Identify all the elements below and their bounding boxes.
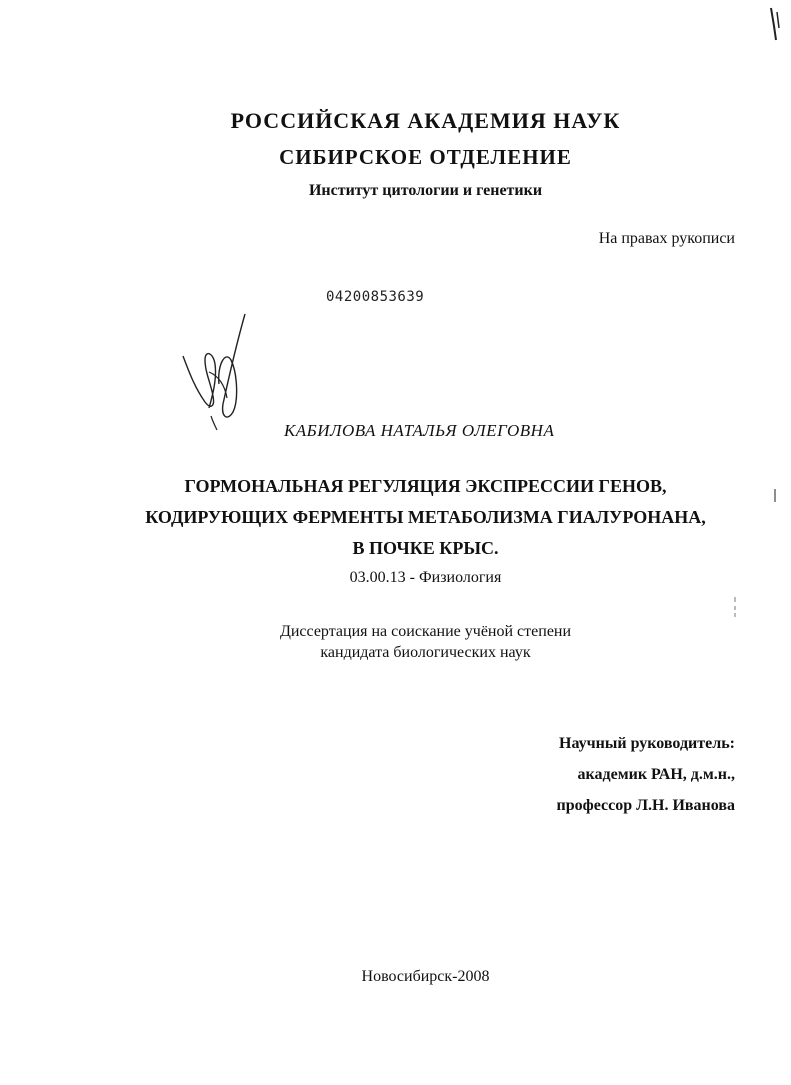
org-line-1: РОССИЙСКАЯ АКАДЕМИЯ НАУК bbox=[230, 108, 621, 133]
supervisor-name: профессор Л.Н. Иванова bbox=[556, 797, 735, 814]
org-line-2: СИБИРСКОЕ ОТДЕЛЕНИЕ bbox=[279, 145, 572, 169]
city-year: Новосибирск-2008 bbox=[361, 968, 490, 985]
dissertation-line-1: Диссертация на соискание учёной степени bbox=[279, 623, 572, 640]
scan-speck-right-2 bbox=[732, 596, 738, 618]
signature-icon bbox=[175, 312, 255, 432]
thesis-title-line-2: КОДИРУЮЩИХ ФЕРМЕНТЫ МЕТАБОЛИЗМА ГИАЛУРОНАНА, bbox=[145, 507, 706, 527]
rights-note: На правах рукописи bbox=[598, 230, 735, 247]
specialty-code: 03.00.13 - Физиология bbox=[349, 569, 502, 586]
scan-speck-right bbox=[772, 488, 778, 504]
supervisor-title: академик РАН, д.м.н., bbox=[577, 766, 735, 783]
thesis-title-line-1: ГОРМОНАЛЬНАЯ РЕГУЛЯЦИЯ ЭКСПРЕССИИ ГЕНОВ, bbox=[184, 476, 667, 496]
thesis-title-line-3: В ПОЧКЕ КРЫС. bbox=[352, 538, 499, 558]
scan-mark-top-right bbox=[768, 6, 784, 46]
supervisor-label: Научный руководитель: bbox=[559, 735, 735, 752]
institute-name: Институт цитологии и генетики bbox=[308, 182, 543, 199]
dissertation-line-2: кандидата биологических наук bbox=[320, 644, 531, 661]
document-code: 04200853639 bbox=[326, 289, 425, 305]
author-name: КАБИЛОВА НАТАЛЬЯ ОЛЕГОВНА bbox=[284, 421, 555, 440]
